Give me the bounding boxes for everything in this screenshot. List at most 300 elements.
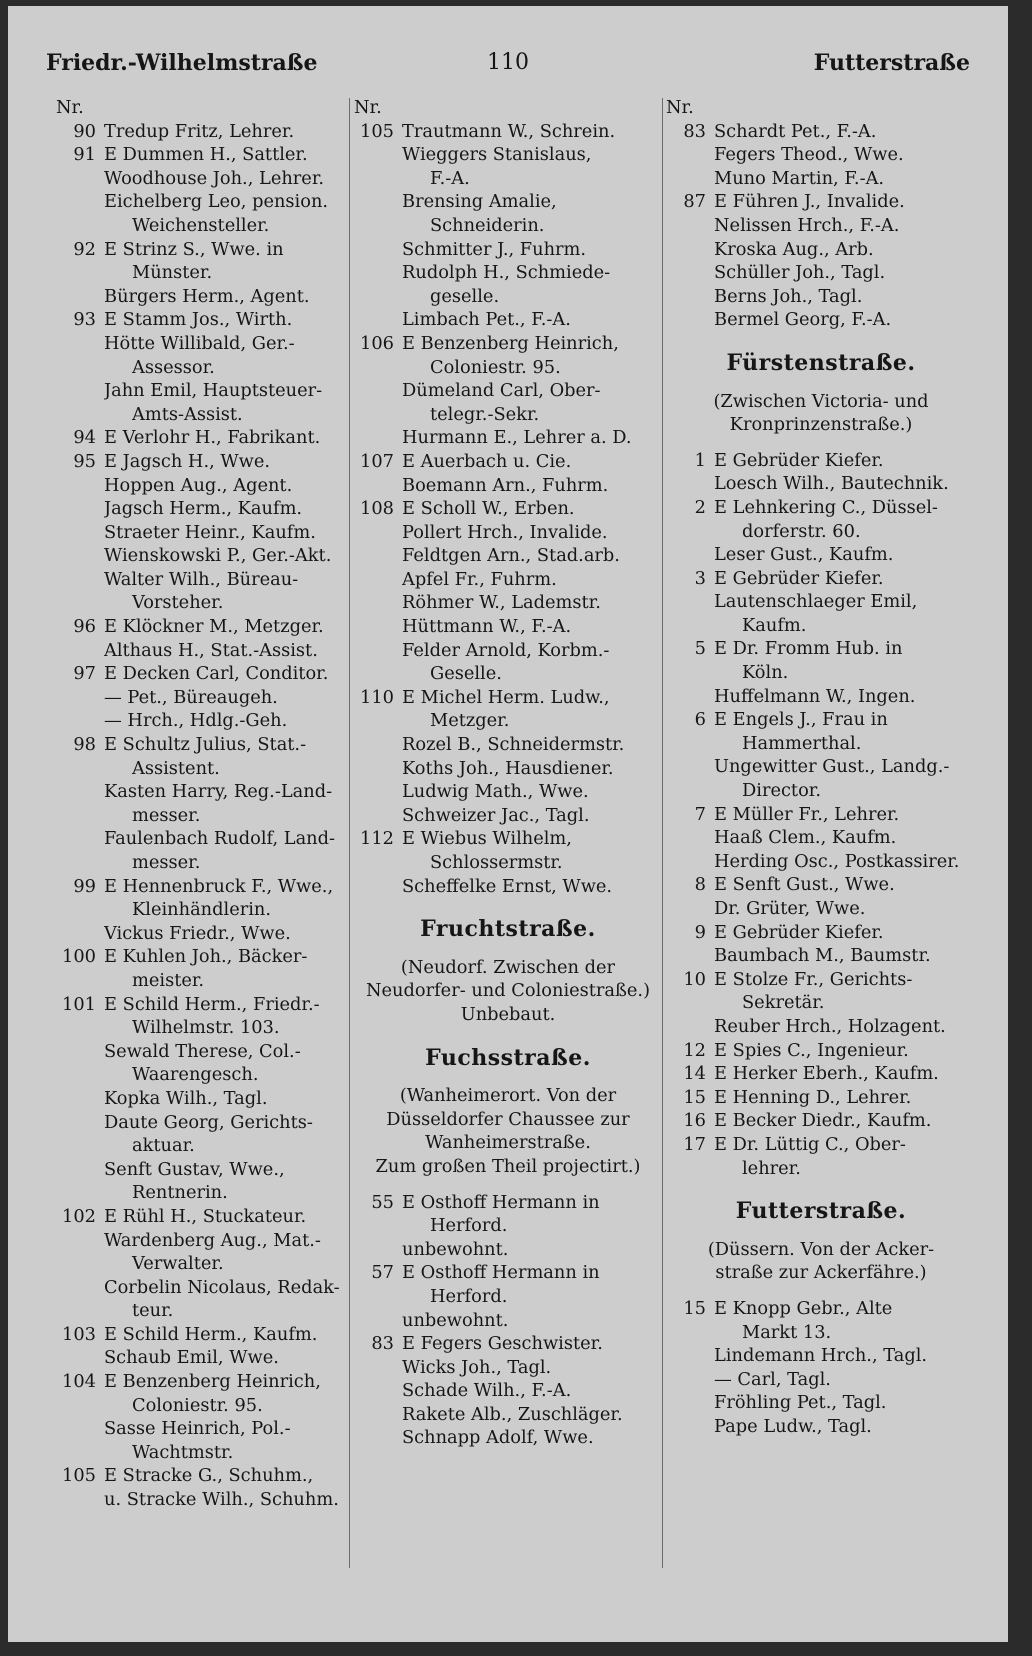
house-number bbox=[56, 851, 104, 875]
directory-entry bbox=[56, 780, 351, 804]
entry-text: geselle. bbox=[430, 285, 500, 307]
house-number bbox=[56, 1229, 104, 1253]
directory-entry bbox=[354, 332, 662, 356]
house-number bbox=[666, 1015, 714, 1039]
entry-text: Schweizer Jac., Tagl. bbox=[402, 804, 590, 826]
house-number: 10 bbox=[683, 968, 706, 990]
directory-entry bbox=[56, 568, 351, 592]
directory-entry bbox=[666, 496, 976, 520]
entry-text: Senft Gustav, Wwe., bbox=[104, 1158, 285, 1180]
entry-text: Schaub Emil, Wwe. bbox=[104, 1347, 279, 1369]
directory-entry bbox=[666, 1415, 976, 1439]
directory-entry bbox=[56, 1464, 351, 1488]
entry-text: Vickus Friedr., Wwe. bbox=[104, 922, 291, 944]
entry-text: — Hrch., Hdlg.-Geh. bbox=[104, 710, 288, 732]
entry-text: Herford. bbox=[430, 1215, 508, 1237]
directory-entry bbox=[354, 1356, 662, 1380]
directory-entry bbox=[354, 379, 662, 403]
house-number: 57 bbox=[371, 1262, 394, 1284]
directory-entry bbox=[666, 1133, 976, 1157]
entry-text: Röhmer W., Lademstr. bbox=[402, 592, 601, 614]
house-number bbox=[666, 1157, 714, 1181]
description-line: Neudorfer- und Coloniestraße.) bbox=[365, 980, 651, 1002]
directory-entry bbox=[56, 261, 351, 285]
house-number bbox=[354, 1285, 402, 1309]
house-number: 100 bbox=[62, 946, 96, 968]
directory-entry bbox=[56, 474, 351, 498]
directory-entry bbox=[56, 639, 351, 663]
house-number bbox=[354, 615, 402, 639]
house-number bbox=[56, 969, 104, 993]
street-heading-futterstrasse: Futterstraße. bbox=[735, 1198, 907, 1225]
entry-text: Köln. bbox=[742, 662, 789, 684]
entry-text: Apfel Fr., Fuhrm. bbox=[402, 568, 557, 590]
directory-entry bbox=[666, 1109, 976, 1133]
directory-entry bbox=[56, 1229, 351, 1253]
directory-page bbox=[8, 6, 1008, 1642]
house-number: 95 bbox=[73, 450, 96, 472]
directory-entry bbox=[354, 474, 662, 498]
entry-text: Sekretär. bbox=[742, 992, 825, 1014]
directory-entry bbox=[56, 615, 351, 639]
directory-entry bbox=[354, 1285, 662, 1309]
directory-entry bbox=[56, 1087, 351, 1111]
directory-entry bbox=[666, 661, 976, 685]
entry-text: E Engels J., Frau in bbox=[714, 709, 888, 731]
directory-entry bbox=[354, 804, 662, 828]
entry-text: Münster. bbox=[132, 262, 213, 284]
entry-text: Schardt Pet., F.-A. bbox=[714, 120, 877, 142]
directory-entry bbox=[56, 804, 351, 828]
house-number bbox=[56, 1488, 104, 1512]
entry-text: Lautenschlaeger Emil, bbox=[714, 591, 918, 613]
house-number bbox=[354, 285, 402, 309]
house-number bbox=[56, 544, 104, 568]
entry-text: Bermel Georg, F.-A. bbox=[714, 309, 892, 331]
house-number bbox=[56, 214, 104, 238]
directory-entry bbox=[354, 591, 662, 615]
entry-text: Herford. bbox=[430, 1285, 508, 1307]
directory-entry bbox=[354, 827, 662, 851]
entry-text: E Osthoff Hermann in bbox=[402, 1191, 600, 1213]
entry-text: Amts-Assist. bbox=[132, 403, 243, 425]
entry-text: Schnapp Adolf, Wwe. bbox=[402, 1427, 594, 1449]
directory-entry bbox=[56, 167, 351, 191]
nr-heading: Nr. bbox=[56, 97, 84, 118]
house-number bbox=[354, 733, 402, 757]
entry-text: Fegers Theod., Wwe. bbox=[714, 144, 904, 166]
entry-text: E Stolze Fr., Gerichts- bbox=[714, 968, 913, 990]
entry-text: Schlossermstr. bbox=[430, 852, 563, 873]
directory-entry bbox=[666, 449, 976, 473]
house-number: 16 bbox=[683, 1110, 706, 1132]
house-number bbox=[56, 780, 104, 804]
entry-text: messer. bbox=[132, 852, 201, 873]
description-line: (Neudorf. Zwischen der bbox=[400, 956, 616, 978]
house-number: 12 bbox=[683, 1039, 706, 1061]
entry-text: E Wiebus Wilhelm, bbox=[402, 828, 572, 850]
entry-text: E Schild Herm., Friedr.- bbox=[104, 993, 320, 1015]
house-number bbox=[354, 591, 402, 615]
directory-entry bbox=[354, 1309, 662, 1333]
house-number: 93 bbox=[73, 309, 96, 331]
directory-entry bbox=[56, 450, 351, 474]
directory-entry bbox=[354, 780, 662, 804]
house-number bbox=[666, 661, 714, 685]
house-number bbox=[56, 757, 104, 781]
directory-entry bbox=[56, 993, 351, 1017]
house-number bbox=[56, 1346, 104, 1370]
entry-text: Herding Osc., Postkassirer. bbox=[714, 850, 960, 872]
entry-text: Lindemann Hrch., Tagl. bbox=[714, 1345, 928, 1367]
entry-text: Berns Joh., Tagl. bbox=[714, 285, 863, 307]
house-number bbox=[56, 497, 104, 521]
directory-entry bbox=[56, 238, 351, 262]
description-line: Wanheimerstraße. bbox=[425, 1132, 591, 1154]
directory-entry bbox=[56, 1111, 351, 1135]
house-number: 83 bbox=[683, 120, 706, 142]
directory-entry bbox=[666, 732, 976, 756]
entry-text: Felder Arnold, Korbm.- bbox=[402, 639, 610, 661]
house-number bbox=[56, 379, 104, 403]
house-number: 5 bbox=[694, 638, 706, 660]
directory-entry bbox=[354, 568, 662, 592]
entry-text: unbewohnt. bbox=[402, 1309, 509, 1331]
entry-text: Sewald Therese, Col.- bbox=[104, 1040, 301, 1062]
directory-entry bbox=[56, 1252, 351, 1276]
house-number bbox=[666, 261, 714, 285]
house-number: 91 bbox=[73, 144, 96, 166]
entry-text: Ungewitter Gust., Landg.- bbox=[714, 756, 950, 778]
directory-entry bbox=[56, 308, 351, 332]
directory-entry bbox=[666, 590, 976, 614]
house-number bbox=[354, 1426, 402, 1450]
house-number bbox=[354, 1238, 402, 1262]
entry-text: Wicks Joh., Tagl. bbox=[402, 1356, 552, 1378]
description-line: Düsseldorfer Chaussee zur bbox=[386, 1108, 630, 1130]
entry-text: Coloniestr. 95. bbox=[132, 1394, 263, 1416]
house-number bbox=[56, 827, 104, 851]
directory-entry bbox=[666, 120, 976, 144]
directory-entry bbox=[56, 757, 351, 781]
directory-entry bbox=[354, 426, 662, 450]
street-heading-fruchtstrasse: Fruchtstraße. bbox=[420, 916, 596, 943]
directory-entry bbox=[56, 190, 351, 214]
description-line: (Zwischen Victoria- und bbox=[713, 390, 929, 412]
entry-text: E Auerbach u. Cie. bbox=[402, 450, 572, 472]
house-number: 15 bbox=[683, 1086, 706, 1108]
entry-text: meister. bbox=[132, 969, 205, 991]
house-number bbox=[354, 426, 402, 450]
entry-text: Rudolph H., Schmiede- bbox=[402, 262, 611, 284]
entry-text: E Gebrüder Kiefer. bbox=[714, 567, 884, 589]
entry-text: Rozel B., Schneidermstr. bbox=[402, 734, 625, 756]
directory-entry bbox=[354, 285, 662, 309]
directory-entry bbox=[666, 991, 976, 1015]
directory-entry bbox=[56, 922, 351, 946]
house-number bbox=[56, 1276, 104, 1300]
directory-entry bbox=[56, 1299, 351, 1323]
street-description bbox=[354, 956, 662, 1027]
directory-entry bbox=[666, 567, 976, 591]
directory-entry bbox=[56, 875, 351, 899]
directory-entry bbox=[354, 238, 662, 262]
directory-entry bbox=[56, 143, 351, 167]
entry-text: E Becker Diedr., Kaufm. bbox=[714, 1110, 932, 1132]
house-number bbox=[354, 379, 402, 403]
house-number bbox=[354, 308, 402, 332]
nr-heading: Nr. bbox=[666, 97, 694, 118]
entry-text: E Dr. Lüttig C., Ober- bbox=[714, 1133, 906, 1155]
entry-text: Hurmann E., Lehrer a. D. bbox=[402, 427, 632, 449]
entry-text: — Pet., Büreaugeh. bbox=[104, 686, 278, 708]
house-number bbox=[56, 1040, 104, 1064]
entry-text: E Kuhlen Joh., Bäcker- bbox=[104, 946, 308, 968]
entry-text: Tredup Fritz, Lehrer. bbox=[104, 120, 295, 142]
entry-text: Eichelberg Leo, pension. bbox=[104, 191, 329, 213]
entry-text: Pape Ludw., Tagl. bbox=[714, 1415, 872, 1437]
directory-entry bbox=[56, 1346, 351, 1370]
house-number bbox=[666, 944, 714, 968]
entry-text: Leser Gust., Kaufm. bbox=[714, 544, 894, 566]
house-number: 3 bbox=[694, 567, 706, 589]
entry-text: Corbelin Nicolaus, Redak- bbox=[104, 1276, 340, 1298]
directory-entry bbox=[666, 143, 976, 167]
house-number bbox=[666, 472, 714, 496]
entry-text: E Gebrüder Kiefer. bbox=[714, 449, 884, 471]
entry-text: E Schild Herm., Kaufm. bbox=[104, 1323, 318, 1345]
entry-text: Pollert Hrch., Invalide. bbox=[402, 521, 608, 543]
entry-text: Rentnerin. bbox=[132, 1182, 228, 1204]
directory-entry bbox=[354, 308, 662, 332]
entry-text: Weichensteller. bbox=[132, 214, 270, 236]
directory-entry bbox=[354, 757, 662, 781]
directory-entry bbox=[56, 1040, 351, 1064]
house-number bbox=[666, 826, 714, 850]
house-number bbox=[56, 1394, 104, 1418]
street-description bbox=[666, 1238, 976, 1285]
house-number: 2 bbox=[694, 496, 706, 518]
description-line: straße zur Ackerfähre.) bbox=[715, 1262, 927, 1284]
entry-text: Sasse Heinrich, Pol.- bbox=[104, 1418, 291, 1440]
directory-entry bbox=[56, 1134, 351, 1158]
description-line: Zum großen Theil projectirt.) bbox=[375, 1155, 641, 1177]
directory-entry bbox=[56, 1488, 351, 1512]
directory-entry bbox=[666, 543, 976, 567]
directory-entry bbox=[666, 708, 976, 732]
entry-text: E Knopp Gebr., Alte bbox=[714, 1297, 893, 1319]
entry-text: Koths Joh., Hausdiener. bbox=[402, 757, 614, 779]
street-heading-fuchsstrasse: Fuchsstraße. bbox=[425, 1044, 591, 1071]
house-number bbox=[354, 167, 402, 191]
directory-entry bbox=[666, 897, 976, 921]
entry-text: Dümeland Carl, Ober- bbox=[402, 380, 601, 402]
house-number bbox=[354, 1379, 402, 1403]
house-number bbox=[666, 1321, 714, 1345]
house-number bbox=[56, 639, 104, 663]
directory-entry bbox=[56, 120, 351, 144]
house-number bbox=[354, 875, 402, 899]
entry-text: Hötte Willibald, Ger.- bbox=[104, 332, 295, 354]
entry-text: Schmitter J., Fuhrm. bbox=[402, 238, 587, 260]
house-number: 17 bbox=[683, 1133, 706, 1155]
house-number bbox=[56, 898, 104, 922]
house-number bbox=[56, 1111, 104, 1135]
house-number bbox=[354, 238, 402, 262]
house-number: 8 bbox=[694, 874, 706, 896]
house-number bbox=[56, 709, 104, 733]
house-number bbox=[666, 238, 714, 262]
directory-entry bbox=[666, 826, 976, 850]
directory-entry bbox=[56, 733, 351, 757]
column-1 bbox=[56, 96, 351, 1512]
nr-heading: Nr. bbox=[354, 97, 382, 118]
directory-entry bbox=[666, 308, 976, 332]
entry-text: Haaß Clem., Kaufm. bbox=[714, 827, 897, 849]
house-number: 106 bbox=[360, 332, 394, 354]
house-number bbox=[666, 590, 714, 614]
directory-entry bbox=[56, 1276, 351, 1300]
entry-text: Faulenbach Rudolf, Land- bbox=[104, 828, 336, 850]
directory-entry bbox=[354, 1191, 662, 1215]
directory-entry bbox=[354, 639, 662, 663]
directory-entry bbox=[56, 591, 351, 615]
house-number: 105 bbox=[360, 120, 394, 142]
page-number: 110 bbox=[487, 50, 529, 75]
house-number bbox=[666, 143, 714, 167]
directory-entry bbox=[56, 1063, 351, 1087]
entry-text: E Decken Carl, Conditor. bbox=[104, 663, 329, 685]
directory-entry bbox=[354, 167, 662, 191]
entry-text: E Henning D., Lehrer. bbox=[714, 1086, 912, 1108]
entry-text: Director. bbox=[742, 780, 821, 802]
house-number bbox=[56, 1134, 104, 1158]
entry-text: E Scholl W., Erben. bbox=[402, 498, 575, 520]
house-number: 92 bbox=[73, 238, 96, 260]
entry-text: E Dummen H., Sattler. bbox=[104, 144, 308, 166]
directory-entry bbox=[56, 1016, 351, 1040]
house-number: 101 bbox=[62, 993, 96, 1015]
house-number: 15 bbox=[683, 1297, 706, 1319]
entry-text: Wienskowski P., Ger.-Akt. bbox=[104, 545, 332, 567]
house-number: 7 bbox=[694, 803, 706, 825]
entry-text: E Dr. Fromm Hub. in bbox=[714, 638, 903, 660]
directory-entry bbox=[666, 472, 976, 496]
street-description bbox=[666, 390, 976, 437]
house-number bbox=[56, 1417, 104, 1441]
entry-text: Assessor. bbox=[132, 356, 215, 378]
directory-entry bbox=[354, 1214, 662, 1238]
entry-text: F.-A. bbox=[430, 167, 470, 189]
house-number bbox=[354, 261, 402, 285]
directory-entry bbox=[354, 875, 662, 899]
entry-text: Metzger. bbox=[430, 710, 510, 732]
entry-text: Loesch Wilh., Bautechnik. bbox=[714, 473, 949, 495]
column-2 bbox=[354, 96, 662, 1450]
house-number bbox=[56, 190, 104, 214]
house-number bbox=[354, 474, 402, 498]
directory-entry bbox=[666, 520, 976, 544]
house-number bbox=[666, 1415, 714, 1439]
directory-entry bbox=[354, 1403, 662, 1427]
house-number: 98 bbox=[73, 734, 96, 756]
directory-entry bbox=[354, 521, 662, 545]
house-number: 107 bbox=[360, 450, 394, 472]
directory-entry bbox=[666, 850, 976, 874]
house-number: 104 bbox=[62, 1371, 96, 1393]
house-number bbox=[56, 356, 104, 380]
directory-entry bbox=[354, 497, 662, 521]
entry-text: Wardenberg Aug., Mat.- bbox=[104, 1229, 321, 1251]
house-number bbox=[56, 1063, 104, 1087]
house-number bbox=[666, 897, 714, 921]
directory-entry bbox=[354, 615, 662, 639]
house-number: 96 bbox=[73, 616, 96, 638]
entry-text: dorferstr. 60. bbox=[742, 520, 861, 542]
directory-entry bbox=[56, 497, 351, 521]
house-number: 55 bbox=[371, 1191, 394, 1213]
entry-text: E Lehnkering C., Düssel- bbox=[714, 496, 938, 518]
house-number: 94 bbox=[73, 427, 96, 449]
entry-list bbox=[354, 1191, 662, 1451]
directory-entry bbox=[56, 945, 351, 969]
entry-text: E Führen J., Invalide. bbox=[714, 191, 905, 213]
directory-entry bbox=[666, 755, 976, 779]
directory-entry bbox=[666, 190, 976, 214]
entry-text: Schneiderin. bbox=[430, 214, 545, 236]
entry-text: Straeter Heinr., Kaufm. bbox=[104, 521, 316, 543]
directory-entry bbox=[56, 1441, 351, 1465]
house-number bbox=[666, 167, 714, 191]
house-number bbox=[354, 1214, 402, 1238]
house-number: 108 bbox=[360, 498, 394, 520]
directory-entry bbox=[666, 779, 976, 803]
house-number bbox=[666, 308, 714, 332]
directory-entry bbox=[354, 851, 662, 875]
directory-entry bbox=[56, 214, 351, 238]
directory-entry bbox=[56, 285, 351, 309]
directory-entry bbox=[354, 190, 662, 214]
entry-text: E Gebrüder Kiefer. bbox=[714, 921, 884, 943]
house-number: 90 bbox=[73, 120, 96, 142]
entry-text: E Klöckner M., Metzger. bbox=[104, 616, 324, 638]
directory-entry bbox=[354, 1426, 662, 1450]
directory-entry bbox=[56, 403, 351, 427]
entry-text: Scheffelke Ernst, Wwe. bbox=[402, 875, 613, 897]
entry-text: Wachtmstr. bbox=[132, 1441, 234, 1463]
entry-text: Althaus H., Stat.-Assist. bbox=[104, 639, 318, 661]
directory-entry bbox=[666, 1062, 976, 1086]
directory-entry bbox=[666, 685, 976, 709]
directory-entry bbox=[354, 1261, 662, 1285]
entry-text: Schüller Joh., Tagl. bbox=[714, 262, 886, 284]
entry-text: E Spies C., Ingenieur. bbox=[714, 1039, 909, 1061]
directory-entry bbox=[56, 1417, 351, 1441]
house-number bbox=[354, 709, 402, 733]
entry-text: Kasten Harry, Reg.-Land- bbox=[104, 781, 333, 803]
house-number: 99 bbox=[73, 875, 96, 897]
entry-text: E Müller Fr., Lehrer. bbox=[714, 803, 900, 825]
entry-text: E Michel Herm. Ludw., bbox=[402, 686, 610, 708]
entry-text: Rakete Alb., Zuschläger. bbox=[402, 1403, 623, 1425]
entry-text: E Osthoff Hermann in bbox=[402, 1262, 600, 1284]
entry-list bbox=[666, 1297, 976, 1439]
entry-text: E Hennenbruck F., Wwe., bbox=[104, 875, 334, 897]
entry-text: aktuar. bbox=[132, 1135, 195, 1157]
house-number bbox=[56, 1252, 104, 1276]
directory-entry bbox=[666, 1368, 976, 1392]
house-number bbox=[354, 1309, 402, 1333]
